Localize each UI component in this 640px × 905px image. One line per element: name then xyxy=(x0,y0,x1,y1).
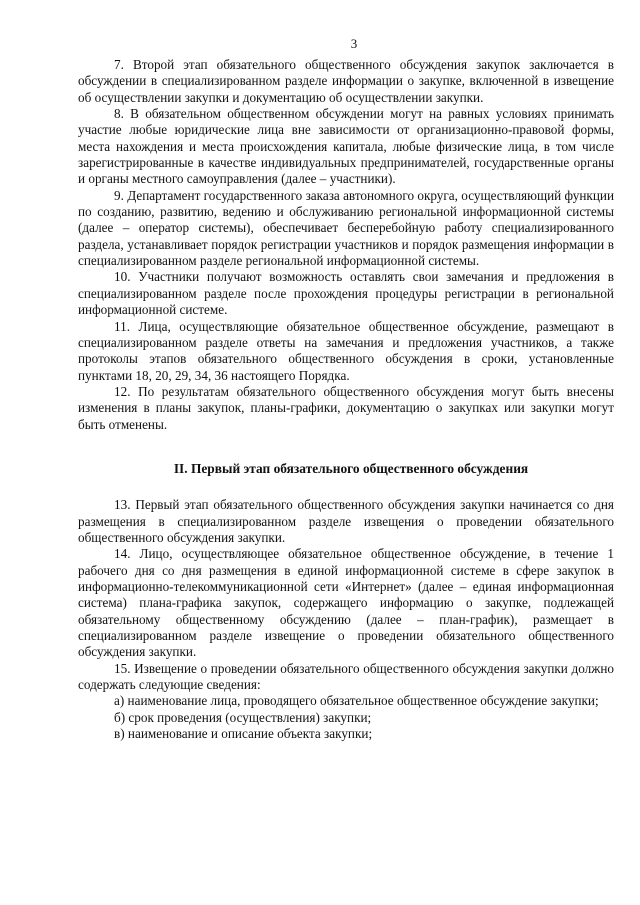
list-item-c: в) наименование и описание объекта закупки; xyxy=(114,726,373,742)
section-heading: II. Первый этап обязательного общественного обсуждения xyxy=(173,460,529,476)
paragraph-13: 13. Первый этап обязательного общественного обсуждения закупки начинается со дня размещения в специализированном разделе извещения о проведении обязательного общественного обсуждения закупки. xyxy=(78,497,614,545)
paragraph-7: 7. Второй этап обязательного общественного обсуждения закупок заключается в обсуждении в специализированном разделе информации о закупке, включенной в извещение об осуществлении закупки и документацию об осуществлении закупки. xyxy=(78,57,614,105)
list-item-b: б) срок проведения (осуществления) закупки; xyxy=(114,709,372,725)
paragraph-14: 14. Лицо, осуществляющее обязательное общественное обсуждение, в течение 1 рабочего дня со дня размещения в единой информационной системе в сфере закупок в информационно-телекоммуникационной сети «Интернет» (далее – единая информационная система) плана-графика закупок, содержащего информацию о закупке, подлежащей обязательному общественному обсуждению (далее – план-график), размещает в специализированном разделе извещение о проведении обязательного общественного обсуждения закупки. xyxy=(78,546,614,660)
page-number: 3 xyxy=(350,36,358,51)
paragraph-9: 9. Департамент государственного заказа автономного округа, осуществляющий функции по созданию, развитию, ведению и обслуживанию региональной информационной системы (далее – оператор системы), обеспечивает бесперебойную работу специализированного раздела, устанавливает порядок регистрации участников и порядок размещения информации в специализированном разделе региональной информационной системы. xyxy=(78,187,614,269)
paragraph-10: 10. Участники получают возможность оставлять свои замечания и предложения в специализированном разделе после прохождения процедуры регистрации в региональной информационной системе. xyxy=(78,269,614,318)
paragraph-12: 12. По результатам обязательного общественного обсуждения могут быть внесены изменения в планы закупок, планы-графики, документацию о закупках или закупки могут быть отменены. xyxy=(78,383,614,432)
paragraph-11: 11. Лица, осуществляющие обязательное общественное обсуждение, размещают в специализированном разделе ответы на замечания и предложения участников, а также протоколы этапов обязательного общественного обсуждения в сроки, установленные пунктами 18, 20, 29, 34, 36 настоящего Порядка. xyxy=(78,318,614,383)
paragraph-15: 15. Извещение о проведении обязательного общественного обсуждения закупки должно содержать следующие сведения: xyxy=(78,660,614,693)
paragraph-8: 8. В обязательном общественном обсуждении могут на равных условиях принимать участие любые юридические лица вне зависимости от организационно-правовой формы, места нахождения и места происхождения капитала, любые физические лица, в том числе зарегистрированные в качестве индивидуальных предпринимателей, государственные органы и органы местного самоуправления (далее – участники). xyxy=(78,106,614,187)
list-item-a: а) наименование лица, проводящего обязательное общественное обсуждение закупки; xyxy=(114,693,599,709)
